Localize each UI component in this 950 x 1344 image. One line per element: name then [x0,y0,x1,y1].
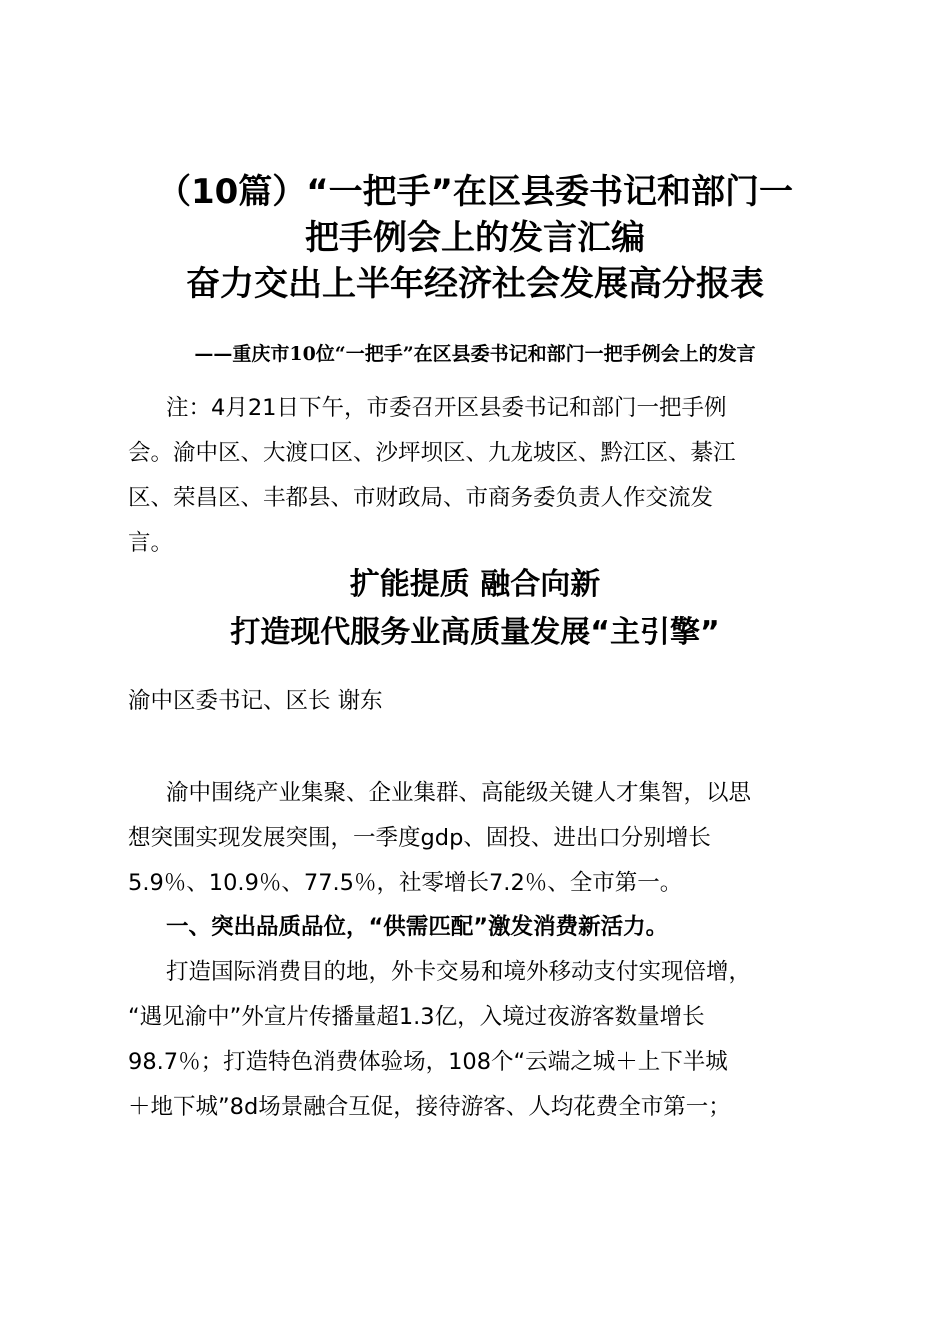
section-heading-1: 一、突出品质品位，“供需匹配”激发消费新活力。 [166,914,669,940]
doc-title-line-3: 奋力交出上半年经济社会发展高分报表 [186,264,764,304]
para1-line-3: 5.9％、10.9％、77.5％，社零增长7.2％、全市第一。 [128,870,683,896]
note-line-3: 区、荣昌区、丰都县、市财政局、市商务委负责人作交流发 [128,485,714,511]
note-line-4: 言。 [128,530,174,556]
para2-line-2: “遇见渝中”外宣片传播量超1.3亿，入境过夜游客数量增长 [128,1004,705,1030]
doc-title-line-2: 把手例会上的发言汇编 [305,218,645,258]
section-title-line-1: 扩能提质 融合向新 [349,567,601,602]
section-title-line-2: 打造现代服务业高质量发展“主引擎” [230,615,720,650]
note-line-1: 注：4月21日下午，市委召开区县委书记和部门一把手例 [166,395,727,421]
doc-title-line-1: （10篇）“一把手”在区县委书记和部门一 [156,172,793,212]
author-line: 渝中区委书记、区长 谢东 [128,688,383,714]
para2-line-1: 打造国际消费目的地，外卡交易和境外移动支付实现倍增， [166,959,752,985]
note-line-2: 会。渝中区、大渡口区、沙坪坝区、九龙坡区、黔江区、綦江 [128,440,736,466]
para2-line-3: 98.7％；打造特色消费体验场，108个“云端之城＋上下半城 [128,1049,728,1075]
para1-line-2: 想突围实现发展突围，一季度gdp、固投、进出口分别增长 [128,825,711,851]
para1-line-1: 渝中围绕产业集聚、企业集群、高能级关键人才集智，以思 [166,780,752,806]
para2-line-4: ＋地下城”8d场景融合互促，接待游客、人均花费全市第一； [128,1094,731,1120]
doc-subtitle: ——重庆市10位“一把手”在区县委书记和部门一把手例会上的发言 [194,343,756,365]
